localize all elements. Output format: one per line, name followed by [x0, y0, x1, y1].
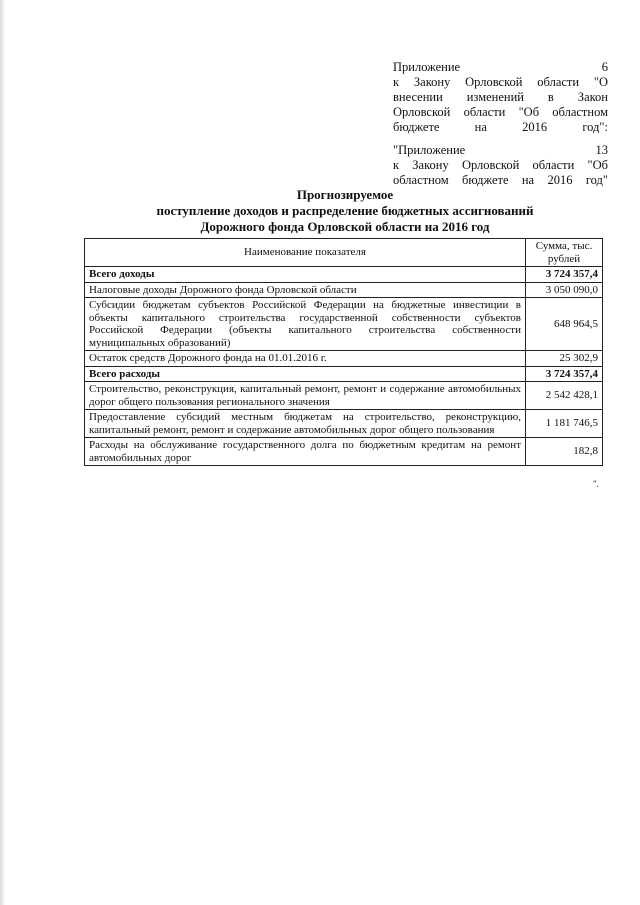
table-row: [85, 298, 603, 351]
appendix-6-line: внесении изменений в Закон: [393, 90, 608, 104]
table-row: [85, 366, 603, 382]
header-name: Наименование показателя: [85, 239, 526, 267]
row-amount: 3 724 357,4: [526, 366, 603, 382]
appendix-6-line: Приложение 6: [393, 60, 608, 74]
row-amount: 2 542 428,1: [526, 382, 603, 410]
appendix-13-line: к Закону Орловской области "Об: [393, 158, 608, 172]
appendix-13-line: "Приложение 13: [393, 143, 608, 157]
appendix-6-block: [393, 60, 608, 135]
row-amount: 25 302,9: [526, 351, 603, 367]
table-row: [85, 282, 603, 298]
row-name: Остаток средств Дорожного фонда на 01.01.2016 г.: [85, 351, 526, 367]
appendix-6-line: Орловской области "Об областном: [393, 105, 608, 119]
title-line: Дорожного фонда Орловской области на 2016 год: [200, 219, 490, 234]
row-name: Всего доходы: [85, 267, 526, 283]
table-row: [85, 382, 603, 410]
row-name: Строительство, реконструкция, капитальный ремонт, ремонт и содержание автомобильных дорог общего пользования регионального значения: [85, 382, 526, 410]
table-row: [85, 438, 603, 466]
document-title: [80, 187, 610, 235]
scan-edge: [0, 0, 6, 905]
row-amount: 648 964,5: [526, 298, 603, 351]
table-row: [85, 351, 603, 367]
row-amount: 3 724 357,4: [526, 267, 603, 283]
row-name: Субсидии бюджетам субъектов Российской Федерации на бюджетные инвестиции в объекты капитального строительства государственной собственности субъектов Российской Федерации (объекты капитального строительства собственности муниципальных образований): [85, 298, 526, 351]
row-name: Налоговые доходы Дорожного фонда Орловской области: [85, 282, 526, 298]
appendix-6-line: бюджете на 2016 год":: [393, 120, 608, 134]
table-header-row: [85, 239, 603, 267]
appendix-6-line: к Закону Орловской области "О: [393, 75, 608, 89]
title-line: Прогнозируемое: [296, 187, 394, 202]
closing-quote: ".: [593, 479, 599, 489]
title-line: поступление доходов и распределение бюджетных ассигнований: [156, 203, 534, 218]
row-amount: 1 181 746,5: [526, 410, 603, 438]
budget-table: [84, 238, 603, 466]
table-row: [85, 410, 603, 438]
table-row: [85, 267, 603, 283]
appendix-13-line: областном бюджете на 2016 год": [393, 173, 608, 187]
appendix-13-block: [393, 143, 608, 188]
row-amount: 3 050 090,0: [526, 282, 603, 298]
header-amount: Сумма, тыс. рублей: [526, 239, 603, 267]
row-amount: 182,8: [526, 438, 603, 466]
row-name: Предоставление субсидий местным бюджетам на строительство, реконструкцию, капитальный ремонт, ремонт и содержание автомобильных дорог общего пользования: [85, 410, 526, 438]
row-name: Расходы на обслуживание государственного долга по бюджетным кредитам на ремонт автомобильных дорог: [85, 438, 526, 466]
row-name: Всего расходы: [85, 366, 526, 382]
